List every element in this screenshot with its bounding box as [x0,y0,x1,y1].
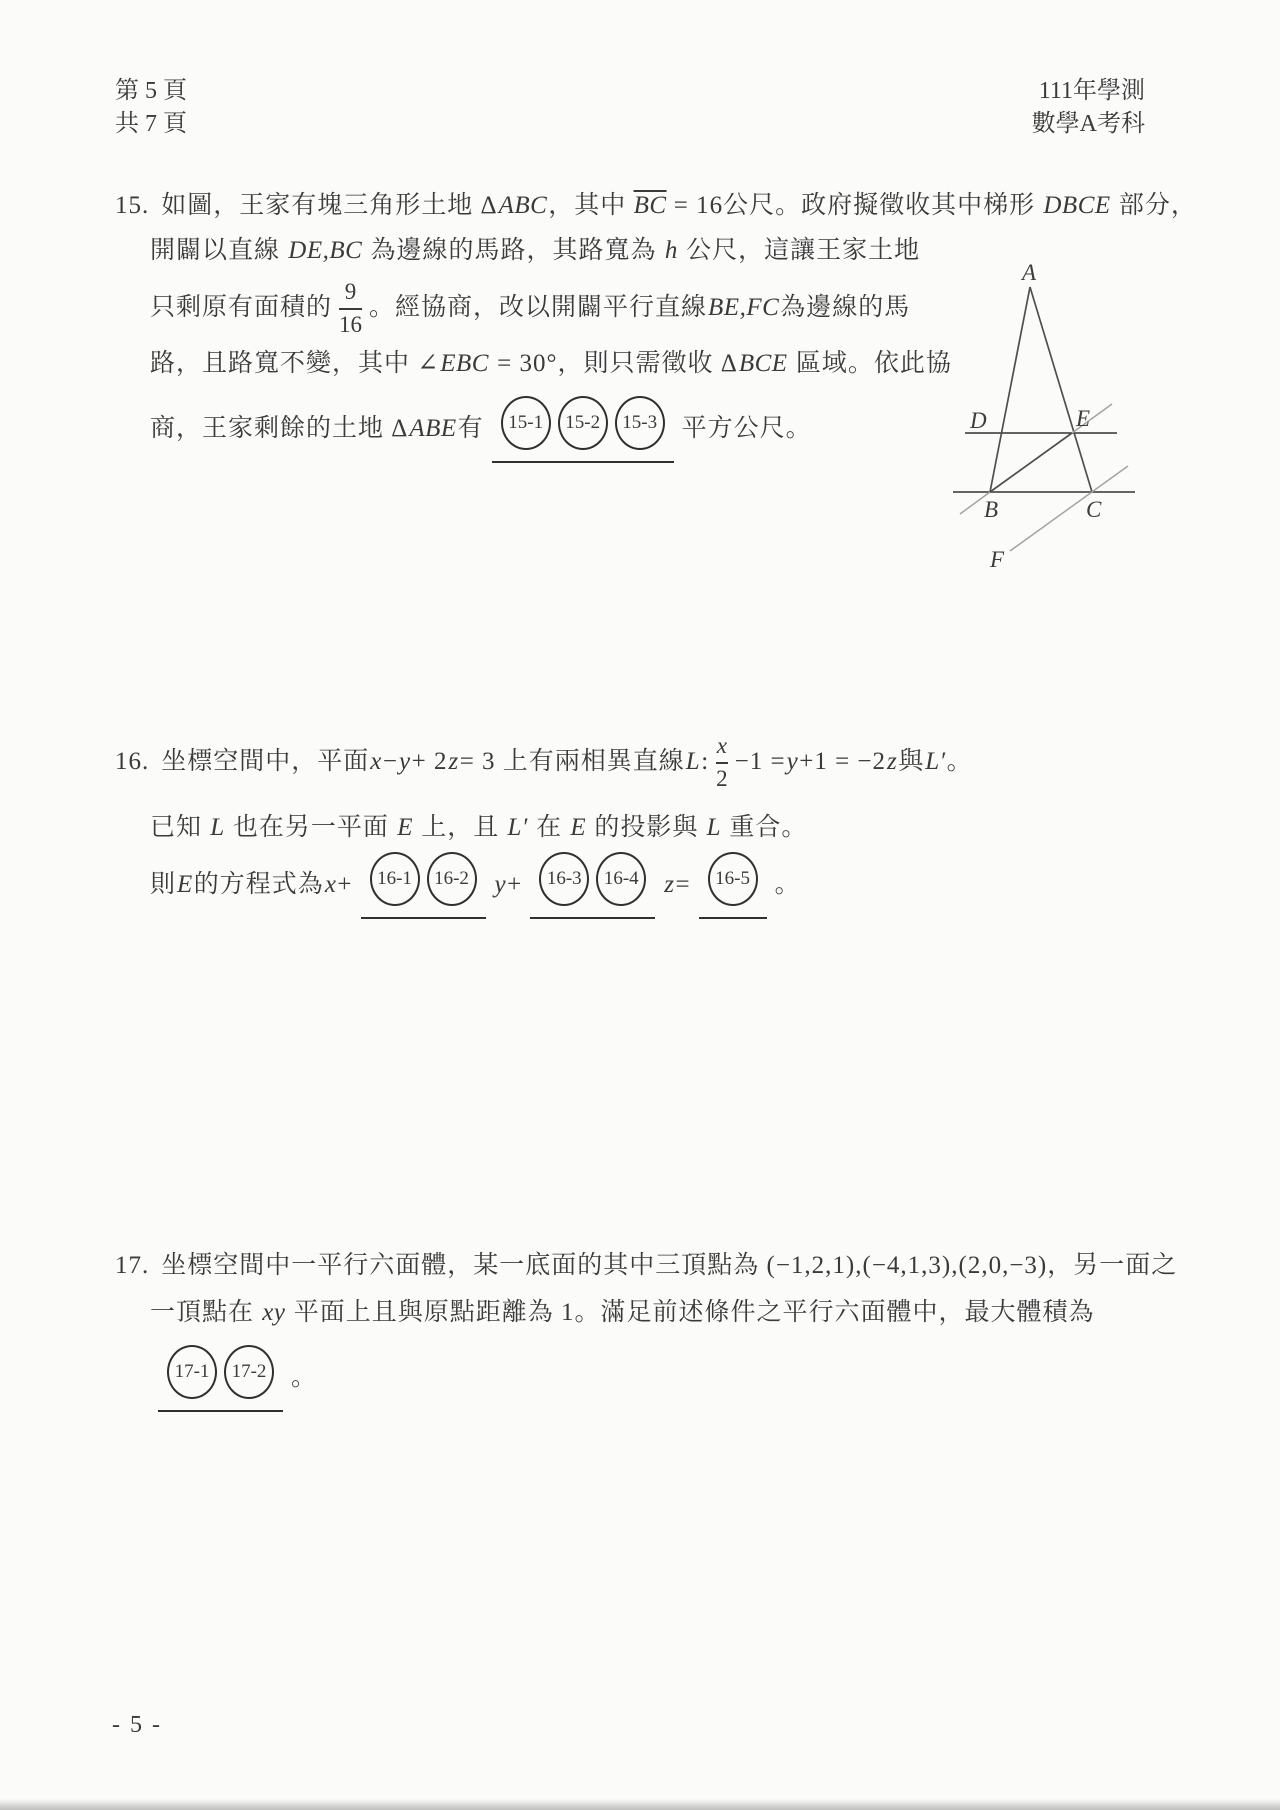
math-italic-run: DE,BC [288,237,363,264]
text-run: 開闢以直線 [150,237,288,264]
text-run: = 3 上有兩相異直線 [459,748,685,776]
vertex-label-F: F [990,547,1005,572]
math-italic-run: E [397,814,413,841]
text-run: + [507,871,523,899]
text-run: 路，且路寬不變，其中 ∠ [150,350,440,377]
text-run: = 16公尺。政府擬徵收其中梯形 [666,192,1043,219]
fraction-denominator: 16 [339,311,363,337]
answer-circle: 15-3 [615,396,665,450]
answer-blank-group [361,852,486,919]
problem-17-line-3 [150,1345,317,1411]
fraction-numerator: x [716,733,728,759]
text-run: 則 [150,871,177,899]
text-run: 平方公尺。 [681,415,812,443]
math-italic-run: y [494,871,507,899]
answer-circle: 15-1 [501,396,551,450]
math-italic-run: ABE [409,415,457,443]
parallel-line-FC [1010,466,1128,551]
math-italic-run: E [570,814,587,841]
text-run: −1 = [734,748,786,776]
problem-16-line-2 [150,812,807,843]
vertex-label-C: C [1086,497,1102,522]
vertex-label-A: A [1022,260,1037,285]
text-run: 坐標空間中一平行六面體，某一底面的其中三頂點為 (−1,2,1),(−4,1,3),(2,0,−3)，另一面之 [161,1252,1178,1279]
answer-circle: 15-2 [558,396,608,450]
exam-subject-label: 數學A考科 [1031,111,1145,137]
math-italic-run: y [398,748,411,776]
vertex-label-D: D [970,408,987,433]
text-run: 平面上且與原點距離為 1。滿足前述條件之平行六面體中，最大體積為 [286,1299,1095,1326]
math-italic-run: x [370,748,382,776]
answer-blank-group [492,396,674,463]
problem-17-line-2 [150,1297,1094,1328]
text-run: 公尺，這讓王家土地 [678,237,921,264]
text-run: 坐標空間中，平面 [161,748,370,776]
overlined-math-run: $\overline{BC}$ [633,192,667,219]
segment-BE [990,433,1072,492]
text-run: 。經協商，改以開闢平行直線 [369,294,708,322]
exam-title-header [1032,75,1145,141]
text-run: + [337,871,353,899]
text-run: 。 [946,748,973,776]
text-run: : [701,748,710,776]
fraction-bar [339,308,362,310]
problem-16-number: 16. [115,748,150,776]
answer-blank-group [530,852,655,919]
math-italic-run: L [706,814,722,841]
vertex-label-E: E [1076,406,1091,431]
math-italic-run: L′ [507,814,528,841]
math-italic-run: L [685,748,701,776]
text-run: 上，且 [413,814,507,841]
text-run: 部分， [1111,192,1197,219]
text-run: 已知 [150,814,210,841]
math-italic-run: z [664,871,675,899]
page-number-line1: 第 5 頁 [115,78,187,104]
answer-blank-group [699,852,767,919]
problem-15-line-2 [150,235,920,266]
fraction-denominator: 2 [716,765,728,791]
answer-circle: 16-4 [596,852,646,906]
answer-circle: 17-1 [167,1345,217,1399]
text-run: 在 [528,814,570,841]
page-number-header [115,75,187,141]
answer-circle: 16-2 [427,852,477,906]
text-run: ，其中 [548,192,634,219]
text-run: = [675,871,691,899]
math-italic-run: z [887,748,898,776]
math-italic-run: DBCE [1043,192,1111,219]
math-italic-run: L′ [925,748,946,776]
text-run: 區域。依此協 [788,350,952,377]
math-italic-run: EBC [440,350,489,377]
math-italic-run: xy [262,1299,286,1326]
text-run: 一頂點在 [150,1299,262,1326]
fraction [716,733,728,791]
answer-blank-group [158,1345,283,1412]
text-run: 商，王家剩餘的土地 Δ [150,415,409,443]
text-run: − [382,748,398,776]
triangle-side-AC [1030,287,1092,492]
math-italic-run: z [448,748,459,776]
problem-15-number: 15. [115,192,150,219]
math-italic-run: BE,FC [708,294,780,322]
problem-15-line-3 [150,276,910,340]
problem-15-line-1 [115,190,1197,221]
math-italic-run: y [786,748,799,776]
text-run: 為邊線的馬路，其路寬為 [363,237,664,264]
problem-16-line-1 [115,730,973,794]
geometry-diagram [930,222,1170,592]
answer-circle: 17-2 [224,1345,274,1399]
math-italic-run: L [210,814,225,841]
vertex-label-B: B [984,497,999,522]
answer-circle: 16-3 [539,852,589,906]
text-run: = 30°，則只需徵收 Δ [489,350,738,377]
scan-bottom-edge [0,1799,1280,1810]
problem-17-number: 17. [115,1252,150,1279]
answer-circle: 16-1 [370,852,420,906]
math-italic-run: BCE [738,350,788,377]
math-italic-run: ABC [498,192,548,219]
answer-circle: 16-5 [708,852,758,906]
text-run: 只剩原有面積的 [150,294,333,322]
text-run: 如圖，王家有塊三角形土地 Δ [161,192,498,219]
text-run: 也在另一平面 [225,814,397,841]
text-run: 為邊線的馬 [780,294,911,322]
text-run: 與 [898,748,925,776]
text-run: 。 [774,871,801,899]
math-italic-run: h [664,237,678,264]
text-run: + 2 [411,748,448,776]
problem-15-line-5 [150,396,812,462]
triangle-side-AB [990,287,1030,492]
problem-16-line-3 [150,852,801,918]
problem-17-line-1 [115,1250,1177,1281]
text-run: 重合。 [722,814,808,841]
text-run: 的投影與 [587,814,706,841]
text-run: +1 = −2 [799,748,887,776]
text-run: 。 [291,1364,318,1392]
text-run: 有 [457,415,484,443]
math-italic-run: x [324,871,337,899]
fraction [339,279,362,337]
fraction-bar [716,762,728,764]
fraction-numerator: 9 [344,279,357,305]
problem-15-line-4 [150,348,952,379]
math-italic-run: E [177,871,193,899]
text-run: 的方程式為 [193,871,324,899]
footer-page-label: - 5 - [112,1712,162,1738]
exam-year-label: 111年學測 [1038,78,1145,104]
page-number-line2: 共 7 頁 [115,111,187,137]
